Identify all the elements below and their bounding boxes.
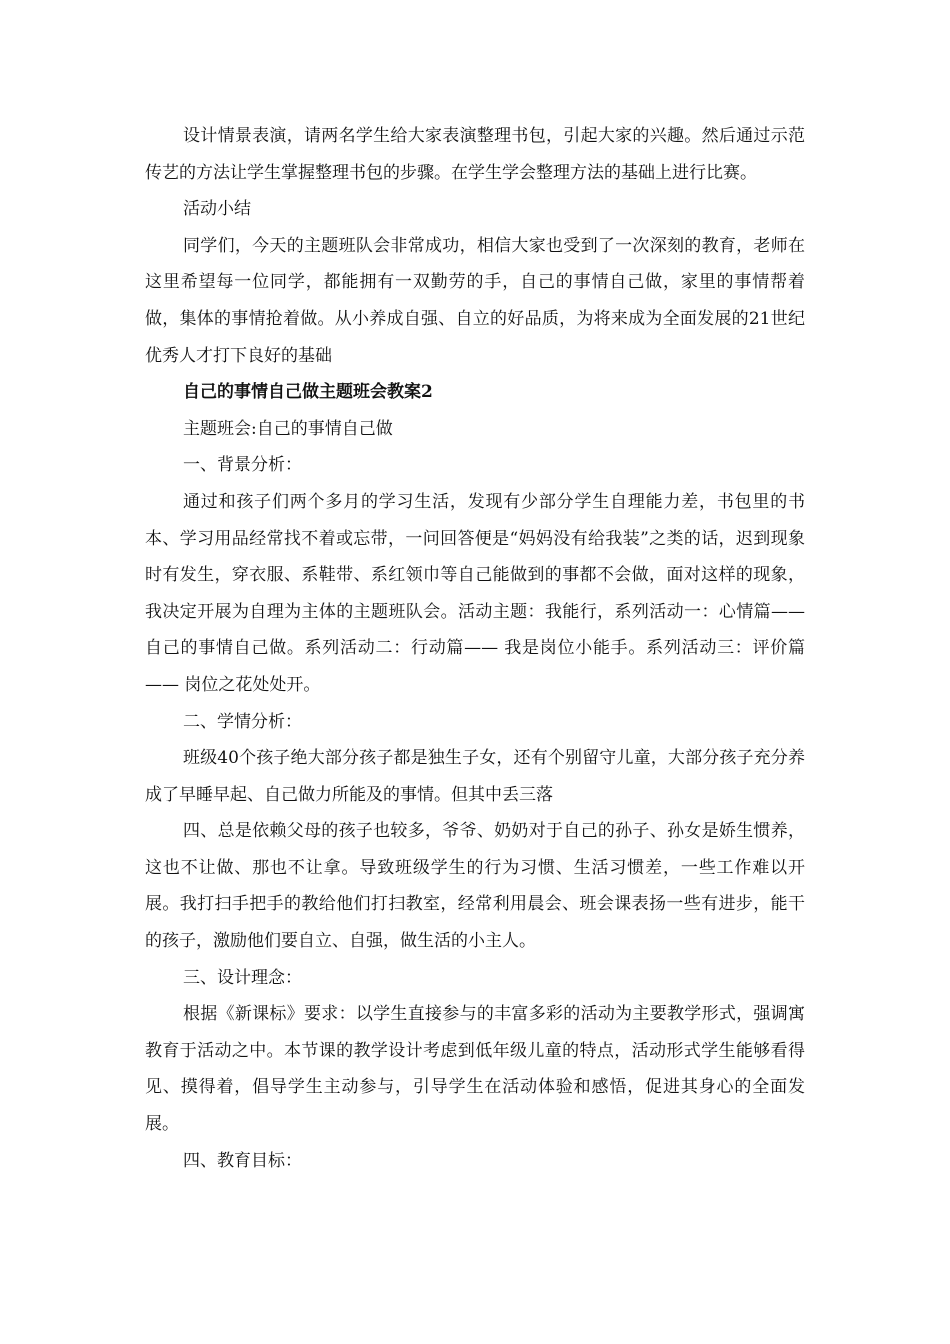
section-heading: 自己的事情自己做主题班会教案2 xyxy=(183,382,433,403)
paragraph-education-goals-title: 四、教育目标： xyxy=(183,1150,302,1171)
paragraph-student-analysis: 班级40个孩子绝大部分孩子都是独生子女，还有个别留守儿童，大部分孩子充分养成了早睡早起、自己做力所能及的事情。但其中丢三落 xyxy=(145,748,805,805)
paragraph-background-title: 一、背景分析： xyxy=(183,455,302,476)
paragraph-class-meeting-theme: 主题班会:自己的事情自己做 xyxy=(183,418,393,439)
paragraph-activity-summary: 同学们，今天的主题班队会非常成功，相信大家也受到了一次深刻的教育，老师在这里希望每一位同学，都能拥有一双勤劳的手，自己的事情自己做，家里的事情帮着做，集体的事情抢着做。从小养成自强、自立的好品质，为将来成为全面发展的21世纪优秀人才打下良好的基础 xyxy=(145,235,805,366)
paragraph-background: 通过和孩子们两个多月的学习生活，发现有少部分学生自理能力差，书包里的书本、学习用品经常找不着或忘带，一问回答便是“妈妈没有给我装”之类的话，迟到现象时有发生，穿衣服、系鞋带、系红领巾等自己能做到的事都不会做，面对这样的现象，我决定开展为自理为主体的主题班队会。活动主题：我能行，系列活动一：心情篇—— 自己的事情自己做。系列活动二：行动篇—— 我是岗位小能手。系列活动三：评价篇—— 岗位之花处处开。 xyxy=(145,491,805,695)
paragraph-design-concept: 根据《新课标》要求：以学生直接参与的丰富多彩的活动为主要教学形式，强调寓教育于活动之中。本节课的教学设计考虑到低年级儿童的特点，活动形式学生能够看得见、摸得着，倡导学生主动参与，引导学生在活动体验和感悟，促进其身心的全面发展。 xyxy=(145,1004,805,1135)
paragraph-design-concept-title: 三、设计理念： xyxy=(183,967,302,988)
paragraph-scenario-performance: 设计情景表演，请两名学生给大家表演整理书包，引起大家的兴趣。然后通过示范传艺的方法让学生掌握整理书包的步骤。在学生学会整理方法的基础上进行比赛。 xyxy=(145,126,805,183)
paragraph-student-analysis-title: 二、学情分析： xyxy=(183,711,302,732)
document-body xyxy=(145,118,805,1179)
paragraph-activity-summary-title: 活动小结 xyxy=(183,199,251,220)
paragraph-four: 四、总是依赖父母的孩子也较多，爷爷、奶奶对于自己的孙子、孙女是娇生惯养，这也不让做、那也不让拿。导致班级学生的行为习惯、生活习惯差，一些工作难以开展。我打扫手把手的教给他们打扫教室，经常利用晨会、班会课表扬一些有进步，能干的孩子，激励他们要自立、自强，做生活的小主人。 xyxy=(145,821,805,952)
